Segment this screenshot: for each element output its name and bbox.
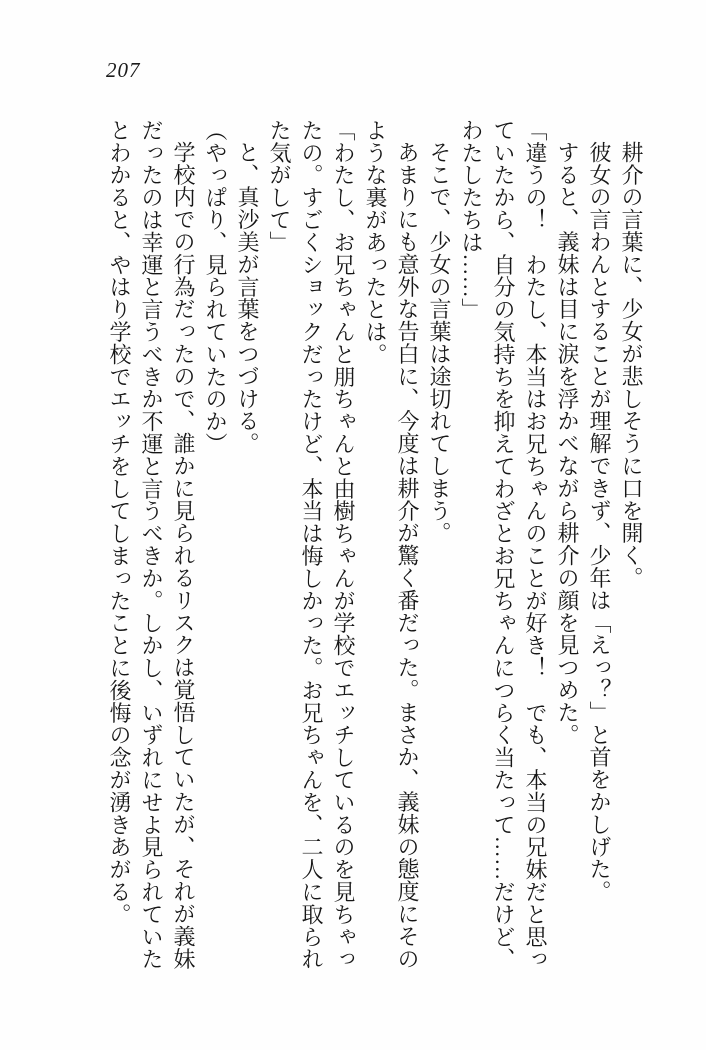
text-line: と、真沙美が言葉をつづける。 bbox=[235, 141, 260, 455]
text-line: あまりにも意外な告白に、今度は耕介が驚く番だった。まさか、義妹の態度にその bbox=[395, 141, 420, 970]
page-number: 207 bbox=[106, 58, 141, 82]
text-line: そこで、少女の言葉は途切れてしまう。 bbox=[427, 141, 452, 545]
text-line: た気がして」 bbox=[267, 119, 292, 254]
text-line: 彼女の言わんとすることが理解できず、少年は「えっ？」と首をかしげた。 bbox=[587, 141, 612, 903]
text-line: ていたから、自分の気持ちを抑えてわざとお兄ちゃんにつらく当たって……だけど、 bbox=[491, 119, 516, 971]
text-line: ような裏があったとは。 bbox=[363, 119, 388, 366]
text-line: とわかると、やはり学校でエッチをしてしまったことに後悔の念が湧きあがる。 bbox=[107, 119, 132, 926]
text-line: 「わたし、お兄ちゃんと朋ちゃんと由樹ちゃんが学校でエッチしているのを見ちゃっ bbox=[331, 119, 356, 971]
vertical-text-block bbox=[103, 119, 647, 999]
text-line: 「違うの！ わたし、本当はお兄ちゃんのことが好き！ でも、本当の兄妹だと思っ bbox=[523, 119, 548, 971]
text-line: たの。すごくショックだったけど、本当は悔しかった。お兄ちゃんを、二人に取られ bbox=[299, 119, 324, 971]
text-line: すると、義妹は目に涙を浮かべながら耕介の顔を見つめた。 bbox=[555, 141, 580, 746]
text-line: 耕介の言葉に、少女が悲しそうに口を開く。 bbox=[619, 141, 644, 589]
text-line: 学校内での行為だったので、誰かに見られるリスクは覚悟していたが、それが義妹 bbox=[171, 141, 196, 970]
text-line: （やっぱり、見られていたのか） bbox=[203, 119, 228, 455]
text-line: わたしたちは……」 bbox=[459, 119, 484, 321]
text-line: だったのは幸運と言うべきか不運と言うべきか。しかし、いずれにせよ見られていた bbox=[139, 119, 164, 971]
